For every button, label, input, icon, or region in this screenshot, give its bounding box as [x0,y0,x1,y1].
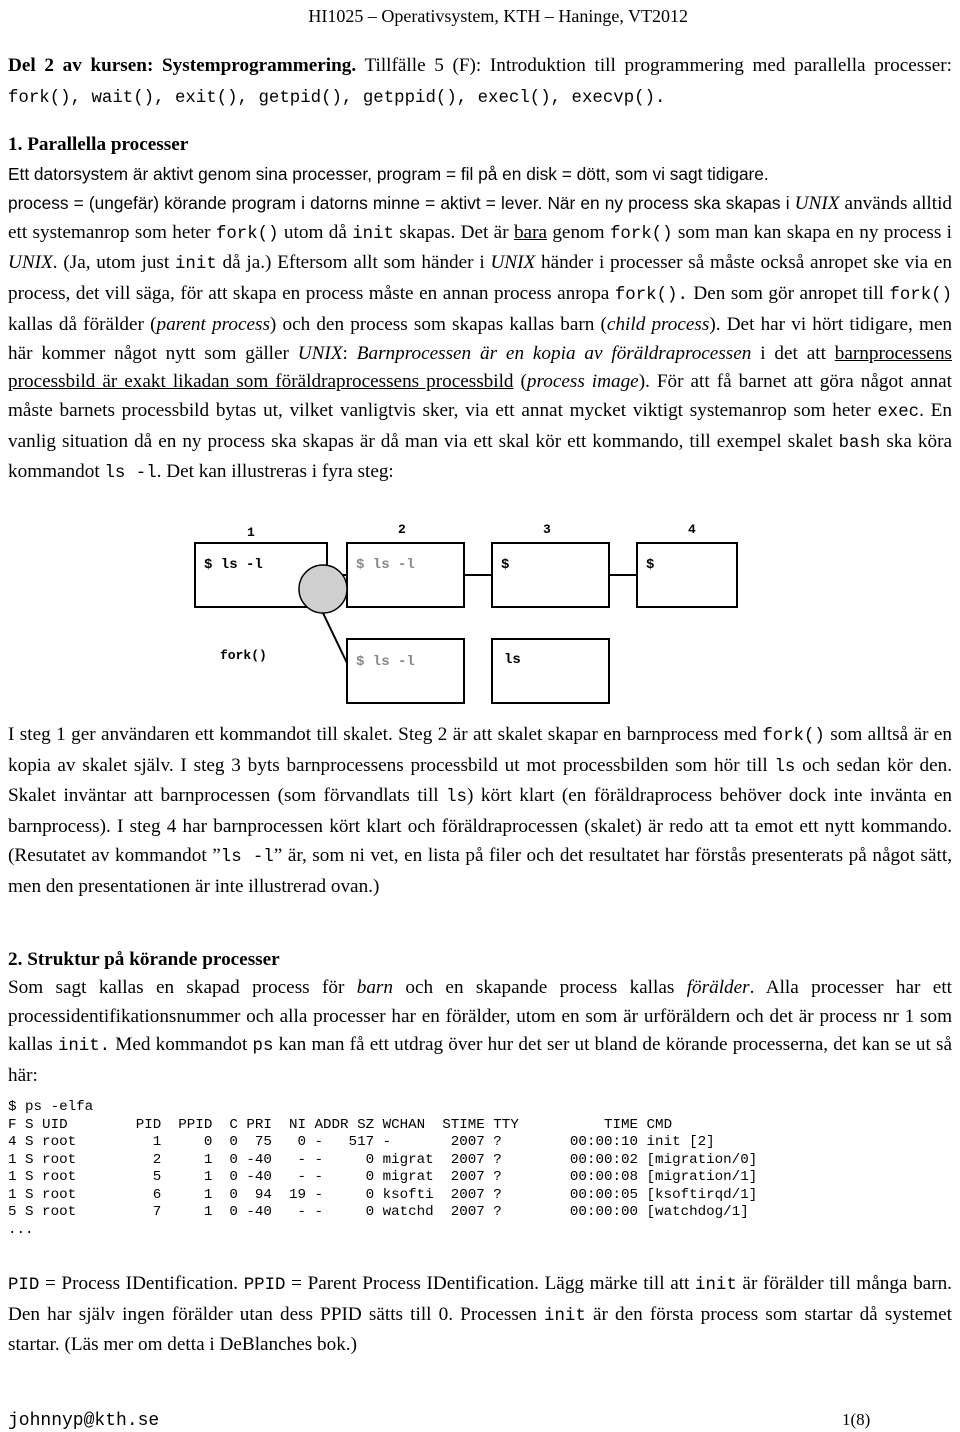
step-2-shell-box [347,543,464,607]
step-3-child-command: ls [504,652,521,668]
fork-arrow [323,613,347,663]
step-label-4: 4 [688,522,696,537]
ps-output-line: 5 S root 7 1 0 -40 - - 0 watchd 2007 ? 00:00:00 [watchdog/1] [8,1204,749,1220]
ps-output-line: $ ps -elfa [8,1099,94,1115]
step-3-shell-box [492,543,609,607]
ps-output-line: 1 S root 2 1 0 -40 - - 0 migrat 2007 ? 00:00:02 [migration/0] [8,1151,758,1168]
steps-paragraph: I steg 1 ger användaren ett kommandot till skalet. Steg 2 är att skalet skapar en barnprocess med fork() som alltså är en kopia av skalet själv. I steg 3 byts barnprocessens processbild ut mot processbilden som hör till ls och sedan kör den. Skalet inväntar att barnprocessen (som förvandlats till ls) kört klart (en föräldraprocess behöver dock inte invänta en barnprocess). I steg 4 har barnprocessen kört klart och föräldraprocessen (skalet) är redo att ta emot ett nytt kommando. (Resutatet av kommandot ”ls -l” är, som ni vet, en lista på filer och det resultatet har förstås presenterats på något sätt, men den presentationen är inte illustrerad ovan.) [8,724,952,897]
footer-page-number: 1(8) [842,1410,871,1429]
section-2-heading: 2. Struktur på körande processer [8,949,280,970]
ps-output-line: 4 S root 1 0 0 75 0 - 517 - 2007 ? 00:00:10 init [2] [8,1134,715,1150]
section-1-heading: 1. Parallella processer [8,134,189,155]
fork-label: fork() [220,648,267,663]
section-1-line-1: Ett datorsystem är aktivt genom sina processer, program = fil på en disk = dött, som vi sagt tidigare. [8,164,769,184]
step-1-command: $ ls -l [204,557,263,573]
step-2-command: $ ls -l [356,557,415,573]
intro-paragraph: Del 2 av kursen: Systemprogrammering. Tillfälle 5 (F): Introduktion till programmering med parallella processer: fork(), wait(), exit(), getpid(), getppid(), execl(), execvp(). [8,55,952,108]
step-4-prompt: $ [646,557,655,573]
footer-email: johnnyp@kth.se [8,1411,160,1431]
fork-process-circle [299,565,347,613]
page-header: HI1025 – Operativsystem, KTH – Haninge, VT2012 [308,6,688,26]
section-2-paragraph: Som sagt kallas en skapad process för barn och en skapande process kallas förälder. Alla processer har ett processidentifikationsnummer och alla processer har en förälder, utom en som är urföräldern och det är process nr 1 som kallas init. Med kommandot ps kan man få ett utdrag över hur det ser ut bland de körande processerna, det kan se ut så här: [8,977,952,1087]
final-paragraph: PID = Process IDentification. PPID = Parent Process IDentification. Lägg märke till att init är förälder till många barn. Den har själv ingen förälder utan dess PPID sätts till 0. Processen init är den första process som startar då systemet startar. (Läs mer om detta i DeBlanches bok.) [8,1273,952,1356]
ps-output-line: F S UID PID PPID C PRI NI ADDR SZ WCHAN STIME TTY TIME CMD [8,1116,673,1133]
fork-exec-diagram [190,516,740,712]
ps-output-line: 1 S root 6 1 0 94 19 - 0 ksofti 2007 ? 00:00:05 [ksoftirqd/1] [8,1186,758,1203]
ps-output-line: 1 S root 5 1 0 -40 - - 0 migrat 2007 ? 00:00:08 [migration/1] [8,1169,758,1185]
step-2-child-box [347,639,464,703]
ps-output-line: ... [8,1221,34,1238]
step-label-3: 3 [543,522,551,537]
ps-output-listing [8,1099,757,1239]
step-label-2: 2 [398,522,406,537]
step-4-shell-box [637,543,737,607]
section-1-paragraph: process = (ungefär) körande program i datorns minne = aktivt = lever. När en ny process ska skapas i UNIX används alltid ett systemanrop som heter fork() utom då init skapas. Det är bara genom fork() som man kan skapa en ny process i UNIX. (Ja, utom just init då ja.) Eftersom allt som händer i UNIX händer i processer så måste också anropet ske via en process, det vill säga, för att skapa en process måste en annan process anropa fork(). Den som gör anropet till fork() kallas då förälder (parent process) och den process som skapas kallas barn (child process). Det har vi hört tidigare, men här kommer något nytt som gäller UNIX: Barnprocessen är en kopia av föräldraprocessen i det att barnprocessens processbild är exakt likadan som föräldraprocessens processbild (process image). För att få barnet att göra något annat måste barnets processbild bytas ut, vilket vanligtvis sker, via ett annat mycket viktigt systemanrop som heter exec. En vanlig situation då en ny process ska skapas är då man via ett skal kör ett kommando, till exempel skalet bash ska köra kommandot ls -l. Det kan illustreras i fyra steg: [8,193,953,484]
step-2-child-command: $ ls -l [356,654,415,670]
step-3-prompt: $ [501,557,510,573]
step-3-child-box [492,639,609,703]
step-label-1: 1 [247,525,255,540]
